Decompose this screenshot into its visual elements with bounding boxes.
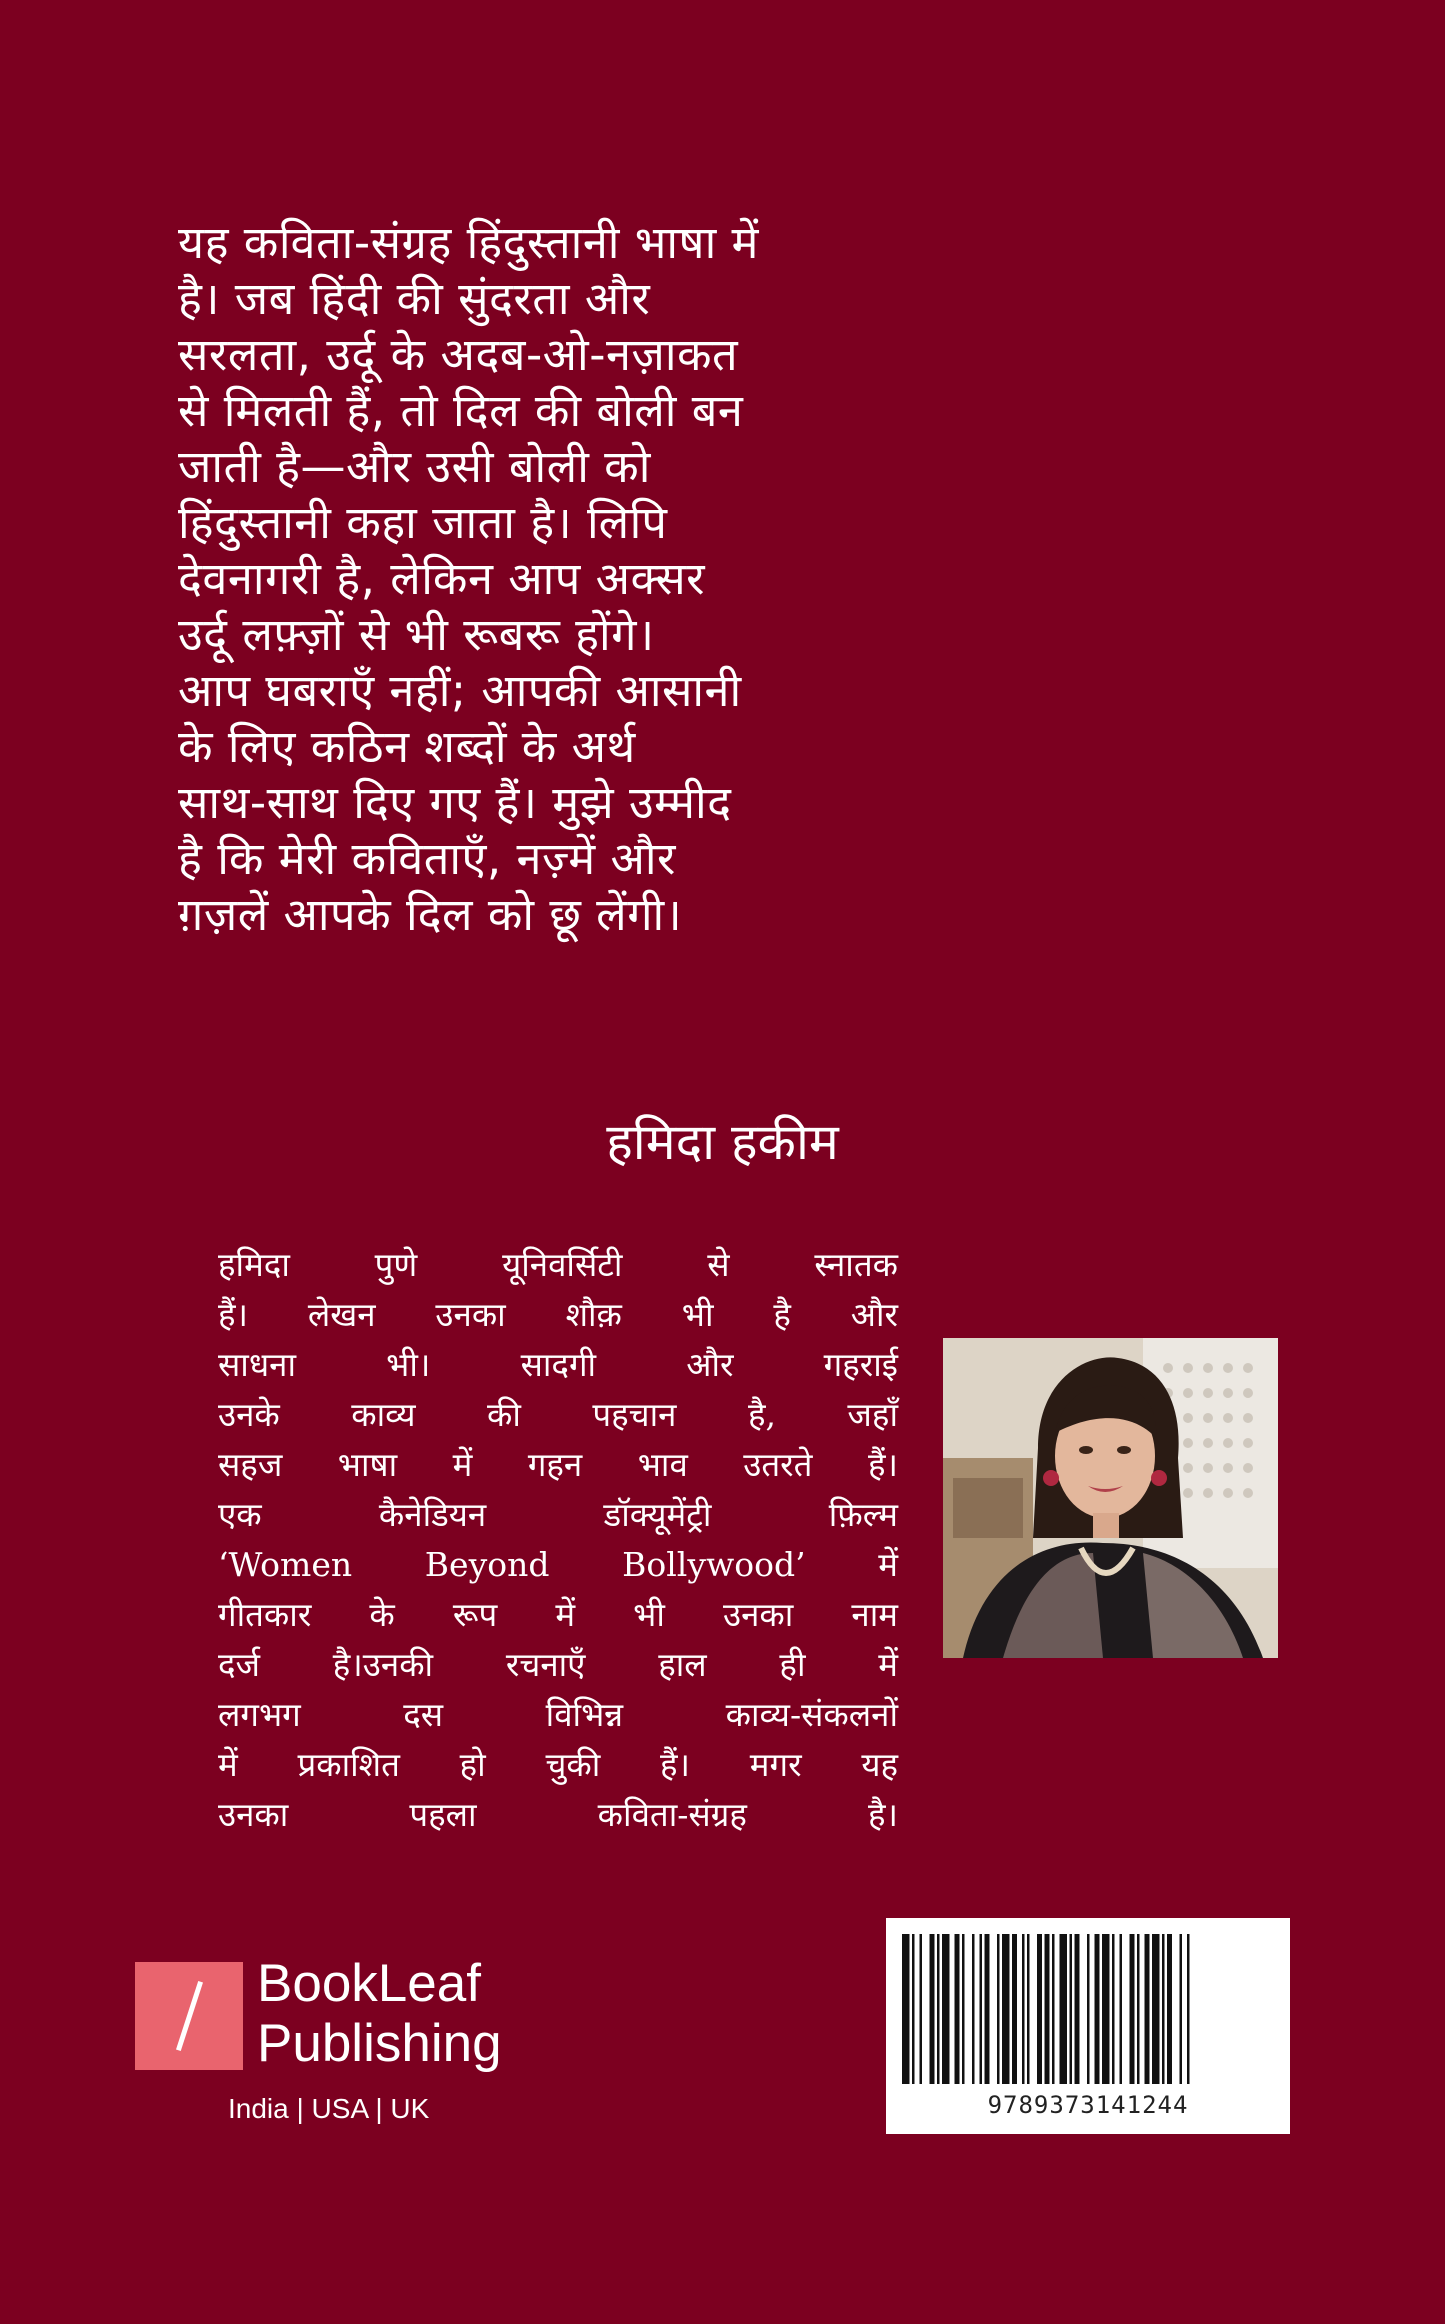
bio-line: ‘Women Beyond Bollywood’ में xyxy=(218,1545,898,1584)
barcode-bar xyxy=(1145,1934,1150,2084)
barcode-bar xyxy=(1022,1934,1025,2084)
barcode-bar xyxy=(962,1934,965,2084)
barcode-bar xyxy=(1052,1934,1055,2084)
barcode-bar xyxy=(902,1934,910,2084)
barcode-bar xyxy=(942,1934,950,2084)
bio-line: उनका पहला कविता-संग्रह है। xyxy=(218,1795,898,1834)
barcode-bar xyxy=(997,1934,1000,2084)
bio-line: दर्ज है।उनकी रचनाएँ हाल ही में xyxy=(218,1645,898,1684)
bio-line: में प्रकाशित हो चुकी हैं। मगर यह xyxy=(218,1745,898,1784)
barcode-bar xyxy=(1045,1934,1050,2084)
barcode-bar xyxy=(912,1934,915,2084)
bio-line: हमिदा पुणे यूनिवर्सिटी से स्नातक xyxy=(218,1245,898,1284)
bio-line: उनके काव्य की पहचान है, जहाँ xyxy=(218,1395,898,1434)
barcode-bar xyxy=(1087,1934,1090,2084)
barcode-bar xyxy=(980,1934,983,2084)
publisher-name-line2: Publishing xyxy=(257,2014,502,2073)
barcode-bar xyxy=(1037,1934,1042,2084)
bio-line: लगभग दस विभिन्न काव्य-संकलनों xyxy=(218,1695,898,1734)
book-blurb: यह कविता-संग्रह हिंदुस्तानी भाषा में है। जब हिंदी की सुंदरता और सरलता, उर्दू के अदब-ओ-नज़ाकत से मिलती हैं, तो दिल की बोली बन जाती है—और उसी बोली को हिंदुस्तानी कहा जाता है। लिपि देवनागरी है, लेकिन आप अक्सर उर्दू लफ़्ज़ों से भी रूबरू होंगे। आप घबराएँ नहीं; आपकी आसानी के लिए कठिन शब्दों के अर्थ साथ-साथ दिए गए हैं। मुझे उम्मीद है कि मेरी कविताएँ, नज़्में और ग़ज़लें आपके दिल को छू लेंगी। xyxy=(178,216,759,941)
barcode-bar xyxy=(955,1934,960,2084)
barcode-bar xyxy=(1187,1934,1190,2084)
barcode-bar xyxy=(1060,1934,1068,2084)
isbn-barcode xyxy=(886,1918,1290,2134)
isbn-number: 9789373141244 xyxy=(987,2091,1189,2119)
bookleaf-mark-icon xyxy=(135,1962,243,2070)
barcode-bar xyxy=(1112,1934,1115,2084)
barcode-bar xyxy=(937,1934,940,2084)
barcode-bar xyxy=(1137,1934,1140,2084)
barcode-bar xyxy=(1167,1934,1172,2084)
barcode-bar xyxy=(1075,1934,1080,2084)
barcode-bar xyxy=(985,1934,990,2084)
barcode-bar xyxy=(1130,1934,1135,2084)
bio-line: साधना भी। सादगी और गहराई xyxy=(218,1345,898,1384)
barcode-bar xyxy=(1162,1934,1165,2084)
barcode-bar xyxy=(1070,1934,1073,2084)
author-bio xyxy=(218,1240,898,1840)
bio-line: सहज भाषा में गहन भाव उतरते हैं। xyxy=(218,1445,898,1484)
author-photo xyxy=(943,1338,1278,1658)
publisher-logo xyxy=(135,1954,555,2162)
barcode-bar xyxy=(1012,1934,1017,2084)
bio-line: हैं। लेखन उनका शौक़ भी है और xyxy=(218,1295,898,1334)
bio-line: एक कैनेडियन डॉक्यूमेंट्री फ़िल्म xyxy=(218,1495,898,1534)
publisher-regions: India | USA | UK xyxy=(228,2093,430,2124)
barcode-bar xyxy=(1027,1934,1030,2084)
publisher-name xyxy=(257,1954,502,2074)
publisher-name-line1: BookLeaf xyxy=(257,1954,481,2013)
bio-line: गीतकार के रूप में भी उनका नाम xyxy=(218,1595,898,1634)
barcode-bar xyxy=(1095,1934,1100,2084)
barcode-icon xyxy=(902,1934,1274,2084)
barcode-bar xyxy=(1120,1934,1123,2084)
author-name: हमिदा हकीम xyxy=(606,1113,839,1171)
barcode-bar xyxy=(930,1934,935,2084)
barcode-bar xyxy=(1152,1934,1160,2084)
barcode-bar xyxy=(972,1934,975,2084)
barcode-bar xyxy=(920,1934,923,2084)
barcode-bar xyxy=(1002,1934,1010,2084)
barcode-bar xyxy=(1102,1934,1110,2084)
barcode-bar xyxy=(1180,1934,1183,2084)
